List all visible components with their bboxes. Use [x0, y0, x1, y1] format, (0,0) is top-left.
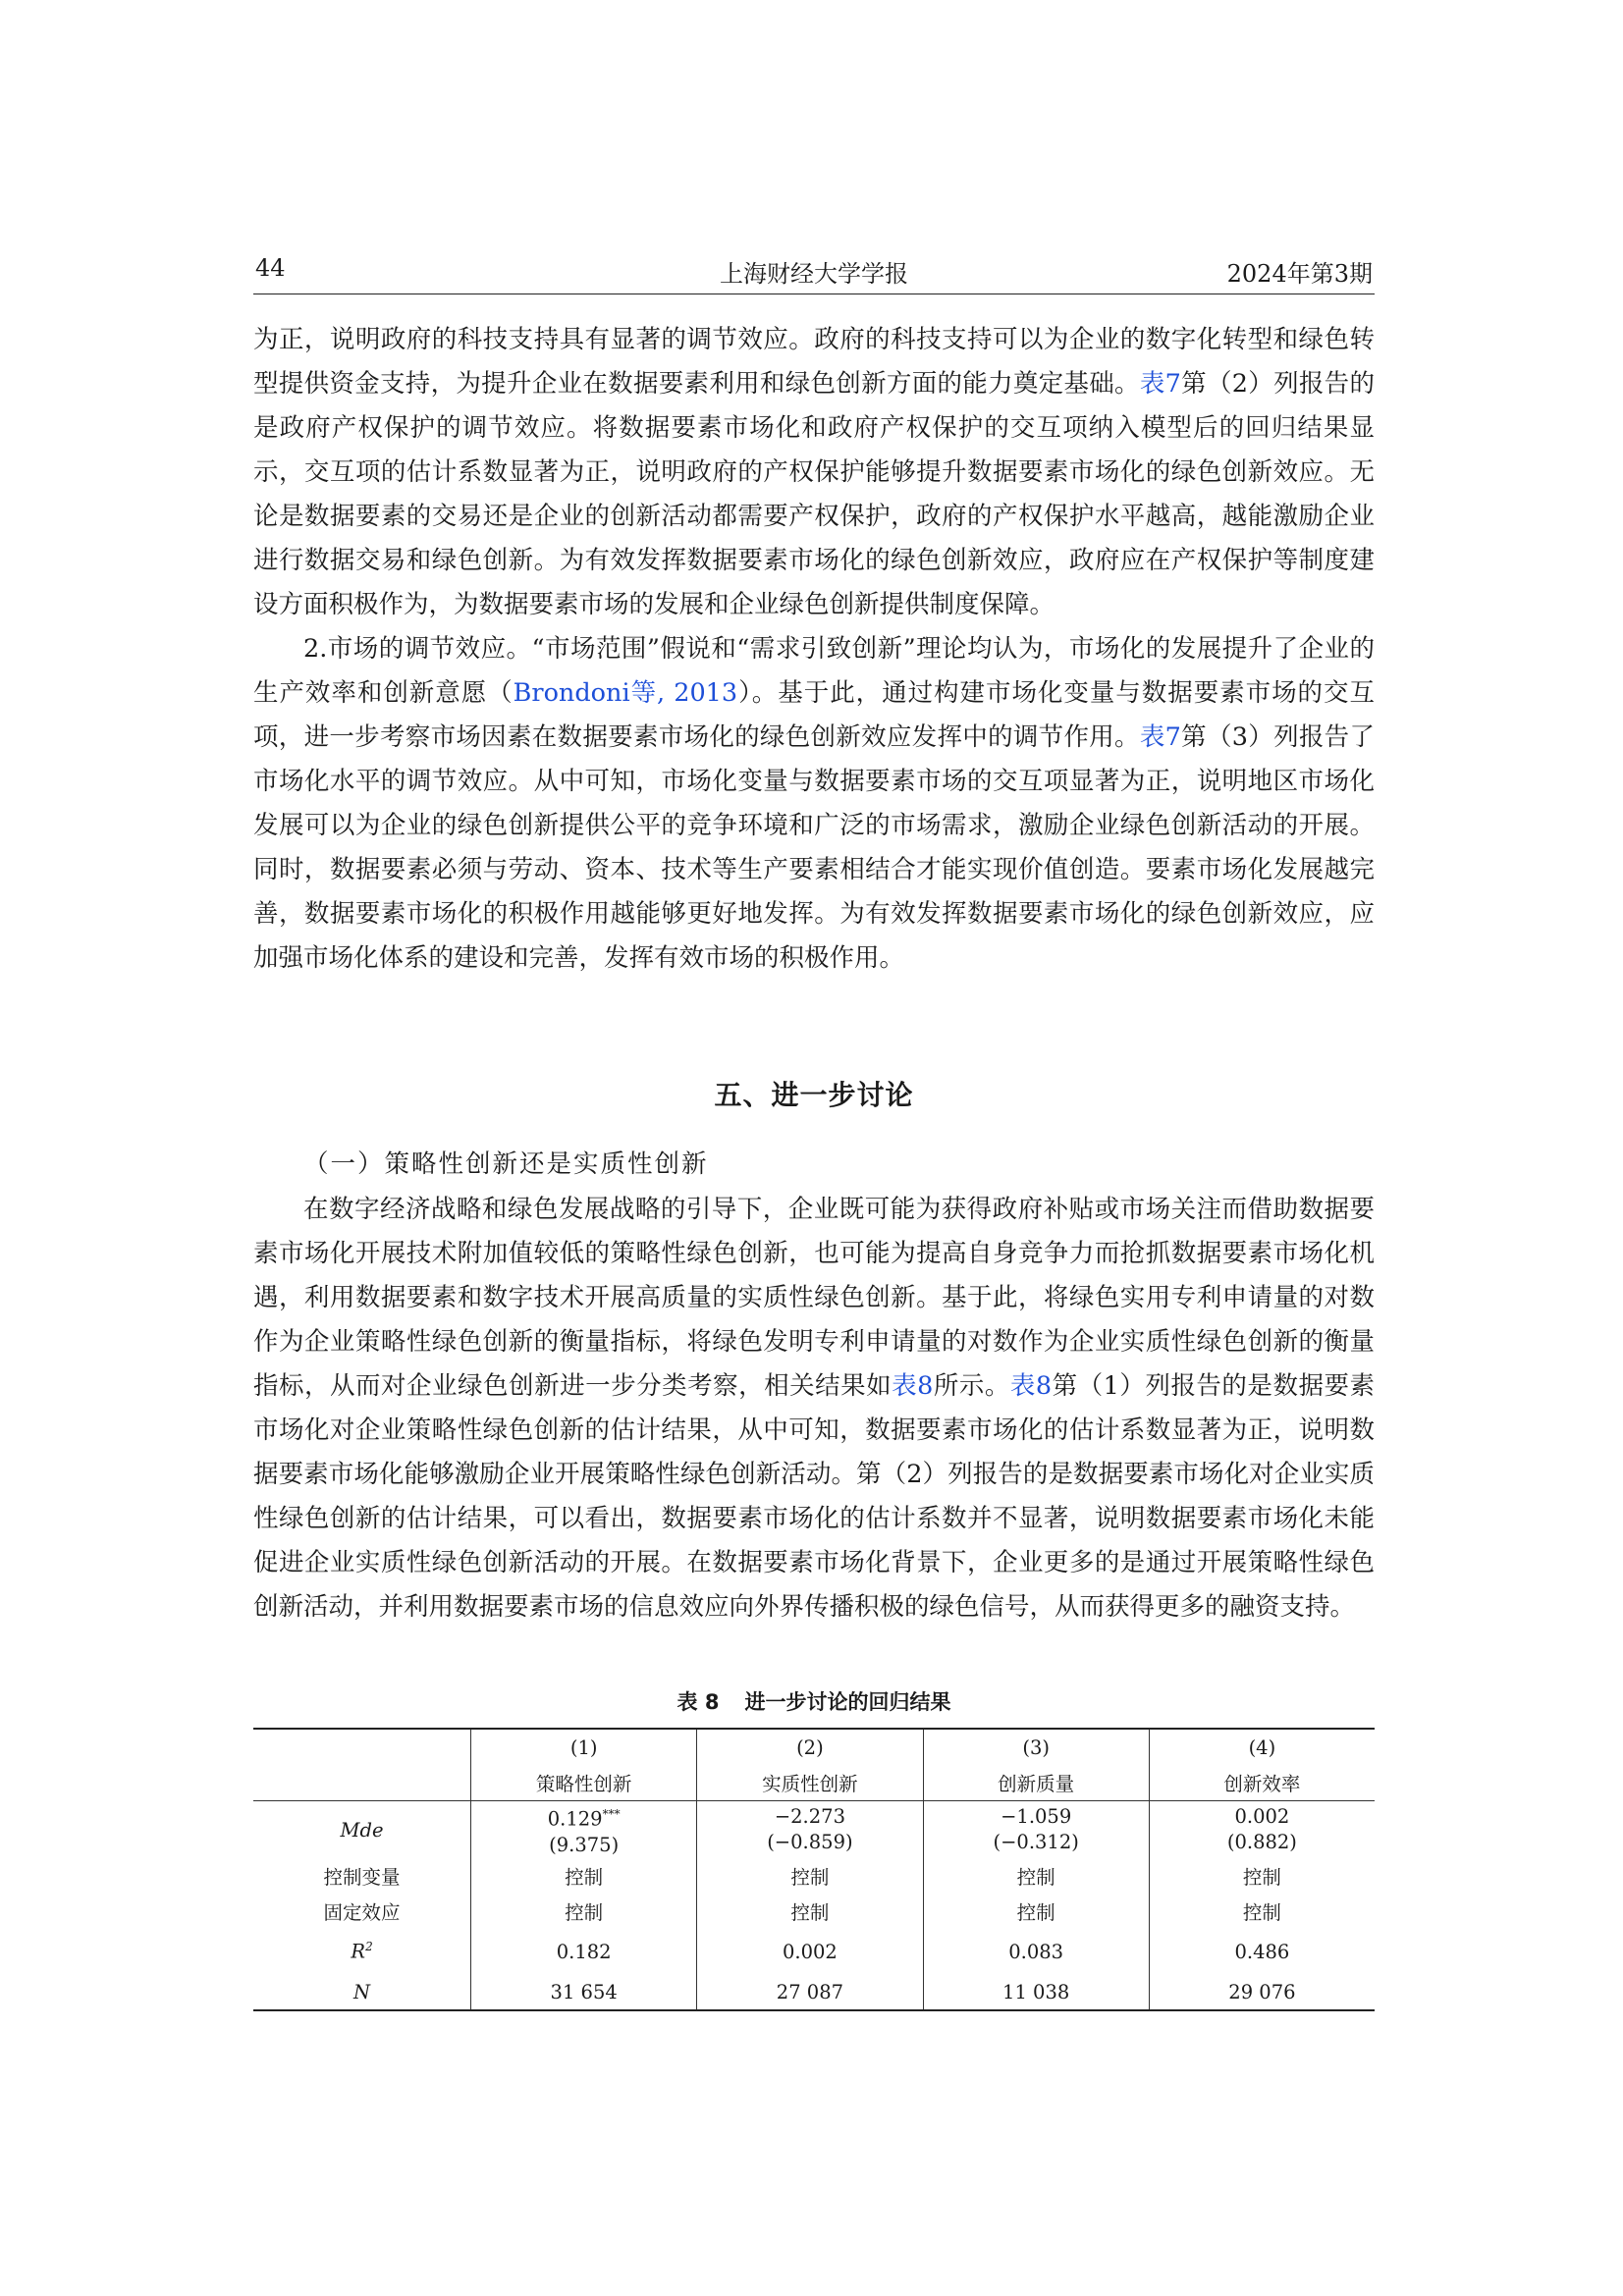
- column-header: 策略性创新: [471, 1765, 697, 1801]
- table-row: [253, 1974, 1375, 2010]
- row-label: Mde: [253, 1801, 471, 1859]
- table-cell: 0.486: [1234, 1940, 1290, 1963]
- regression-table: [253, 1728, 1375, 2011]
- table-cell: −1.059 (−0.312): [923, 1801, 1149, 1859]
- table-cell: 27 087: [697, 1974, 923, 2010]
- paragraph-2: 2.市场的调节效应。“市场范围”假说和“需求引致创新”理论均认为，市场化的发展提升了企业的生产效率和创新意愿（Brondoni等, 2013）。基于此，通过构建市场化变量与数据要素市场的交互项，进一步考察市场因素在数据要素市场化的绿色创新效应发挥中的调节作用。表7第（3）列报告了市场化水平的调节效应。从中可知，市场化变量与数据要素市场的交互项显著为正，说明地区市场化发展可以为企业的绿色创新提供公平的竞争环境和广泛的市场需求，激励企业绿色创新活动的开展。同时，数据要素必须与劳动、资本、技术等生产要素相结合才能实现价值创造。要素市场化发展越完善，数据要素市场化的积极作用越能够更好地发挥。为有效发挥数据要素市场化的绿色创新效应，应加强市场化体系的建设和完善，发挥有效市场的积极作用。: [253, 634, 1375, 973]
- table8-link[interactable]: 表8: [1009, 1371, 1053, 1401]
- row-label: 固定效应: [253, 1894, 471, 1929]
- row-label: N: [253, 1974, 471, 2010]
- column-header: 实质性创新: [697, 1765, 923, 1801]
- issue-label: 2024年第3期: [1226, 260, 1373, 288]
- table-row: [253, 1894, 1375, 1929]
- table-cell: 控制: [1242, 1901, 1281, 1924]
- table-cell: 控制: [697, 1858, 923, 1894]
- table-cell: 0.002 (0.882): [1226, 1805, 1297, 1853]
- table-header-row: [253, 1765, 1375, 1801]
- table-row: [253, 1929, 1375, 1974]
- page-number: 44: [255, 254, 286, 282]
- column-header: 创新效率: [1149, 1765, 1375, 1801]
- row-label: 控制变量: [253, 1858, 471, 1894]
- column-number: (1): [471, 1729, 697, 1765]
- table-cell: 0.002: [697, 1929, 923, 1974]
- journal-title: 上海财经大学学报: [720, 260, 908, 288]
- paragraph-3: 在数字经济战略和绿色发展战略的引导下，企业既可能为获得政府补贴或市场关注而借助数据要素市场化开展技术附加值较低的策略性绿色创新，也可能为提高自身竞争力而抢抓数据要素市场化机遇，利用数据要素和数字技术开展高质量的实质性绿色创新。基于此，将绿色实用专利申请量的对数作为企业策略性绿色创新的衡量指标，将绿色发明专利申请量的对数作为企业实质性绿色创新的衡量指标，从而对企业绿色创新进一步分类考察，相关结果如表8所示。表8第（1）列报告的是数据要素市场化对企业策略性绿色创新的估计结果，从中可知，数据要素市场化的估计系数显著为正，说明数据要素市场化能够激励企业开展策略性绿色创新活动。第（2）列报告的是数据要素市场化对企业实质性绿色创新的估计结果，可以看出，数据要素市场化的估计系数并不显著，说明数据要素市场化未能促进企业实质性绿色创新活动的开展。在数据要素市场化背景下，企业更多的是通过开展策略性绿色创新活动，并利用数据要素市场的信息效应向外界传播积极的绿色信号，从而获得更多的融资支持。: [253, 1195, 1375, 1622]
- table-cell: 31 654: [471, 1974, 697, 2010]
- table-row: [253, 1801, 1375, 1859]
- page-header: [253, 254, 1375, 294]
- table-cell: 控制: [923, 1894, 1149, 1929]
- table-cell: 控制: [471, 1858, 697, 1894]
- subsection-title: （一）策略性创新还是实质性创新: [303, 1149, 709, 1179]
- table-cell: 控制: [471, 1894, 697, 1929]
- table-cell: −2.273 (−0.859): [697, 1801, 923, 1859]
- column-number: (2): [697, 1729, 923, 1765]
- table-row: [253, 1858, 1375, 1894]
- table-cell: 29 076: [1149, 1974, 1375, 2010]
- column-header: 创新质量: [923, 1765, 1149, 1801]
- table-caption: 表 8 进一步讨论的回归结果: [676, 1690, 951, 1714]
- table-cell: 控制: [923, 1858, 1149, 1894]
- table8-link[interactable]: 表8: [892, 1371, 934, 1401]
- table-cell: 控制: [697, 1894, 923, 1929]
- row-label: $R^2$: [253, 1929, 471, 1974]
- column-number: (4): [1149, 1729, 1375, 1765]
- body-text-lower: [253, 1188, 1375, 1629]
- table-cell: 0.083: [923, 1929, 1149, 1974]
- table-header-row: [253, 1729, 1375, 1765]
- table-cell: 0.129*** (9.375): [471, 1801, 697, 1859]
- table-cell: 控制: [1242, 1866, 1281, 1889]
- section-title: 五、进一步讨论: [714, 1079, 914, 1111]
- body-text-upper: [253, 318, 1375, 981]
- paragraph-1: 为正，说明政府的科技支持具有显著的调节效应。政府的科技支持可以为企业的数字化转型和绿色转型提供资金支持，为提升企业在数据要素利用和绿色创新方面的能力奠定基础。表7第（2）列报告的是政府产权保护的调节效应。将数据要素市场化和政府产权保护的交互项纳入模型后的回归结果显示，交互项的估计系数显著为正，说明政府的产权保护能够提升数据要素市场化的绿色创新效应。无论是数据要素的交易还是企业的创新活动都需要产权保护，政府的产权保护水平越高，越能激励企业进行数据交易和绿色创新。为有效发挥数据要素市场化的绿色创新效应，政府应在产权保护等制度建设方面积极作为，为数据要素市场的发展和企业绿色创新提供制度保障。: [253, 325, 1375, 619]
- citation-link[interactable]: Brondoni等, 2013: [513, 678, 738, 708]
- table-cell: 0.182: [471, 1929, 697, 1974]
- table7-link[interactable]: 表7: [1139, 369, 1181, 399]
- table-cell: 11 038: [923, 1974, 1149, 2010]
- table7-link[interactable]: 表7: [1139, 722, 1181, 752]
- column-number: (3): [923, 1729, 1149, 1765]
